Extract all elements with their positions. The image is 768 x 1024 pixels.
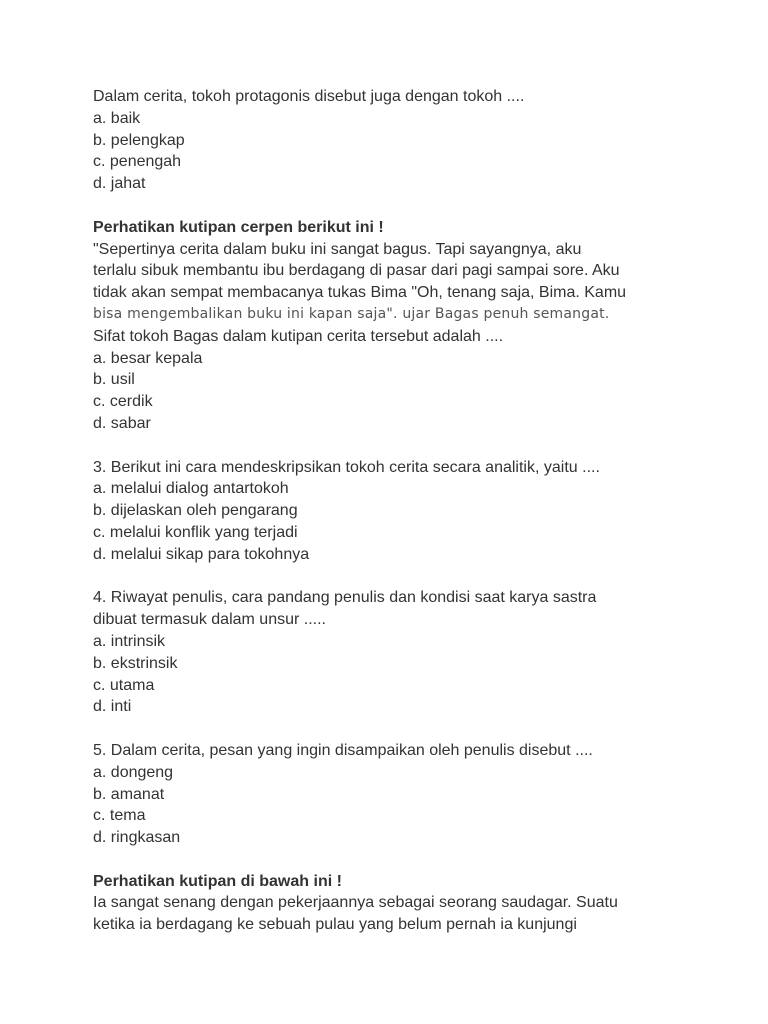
option-c: c. utama [93, 676, 155, 694]
option-b: b. pelengkap [93, 131, 185, 149]
option-d: d. sabar [93, 414, 151, 432]
option-b: b. dijelaskan oleh pengarang [93, 502, 298, 520]
excerpt-line: terlalu sibuk membantu ibu berdagang di pasar dari pagi sampai sore. Aku [93, 262, 620, 280]
spacer [93, 195, 693, 217]
question-text: dibuat termasuk dalam unsur ..... [93, 611, 326, 629]
spacer [93, 566, 693, 588]
option-a: a. dongeng [93, 763, 174, 781]
question-text: Dalam cerita, tokoh protagonis disebut juga dengan tokoh .... [93, 88, 525, 105]
spacer [93, 718, 693, 740]
option-b: b. ekstrinsik [93, 654, 178, 672]
excerpt-line: Ia sangat senang dengan pekerjaannya sebagai seorang saudagar. Suatu [93, 894, 618, 912]
question-1 [93, 86, 693, 195]
spacer [93, 435, 693, 457]
option-c: c. tema [93, 807, 146, 825]
option-d: d. inti [93, 698, 132, 716]
question-4 [93, 587, 693, 718]
question-5 [93, 740, 693, 849]
option-a: a. melalui dialog antartokoh [93, 480, 289, 498]
question-text: 5. Dalam cerita, pesan yang ingin disampaikan oleh penulis disebut .... [93, 741, 593, 759]
excerpt-line: bisa mengembalikan buku ini kapan saja". ujar Bagas penuh semangat. [93, 305, 610, 322]
option-c: c. penengah [93, 153, 182, 171]
option-a: a. intrinsik [93, 632, 166, 650]
option-d: d. melalui sikap para tokohnya [93, 545, 310, 563]
question-3 [93, 457, 693, 566]
excerpt-line: tidak akan sempat membacanya tukas Bima "Oh, tenang saja, Bima. Kamu [93, 284, 627, 302]
spacer [93, 849, 693, 871]
document-page [93, 86, 693, 936]
option-a: a. baik [93, 109, 141, 127]
section-heading: Perhatikan kutipan cerpen berikut ini ! [93, 218, 384, 236]
option-d: d. jahat [93, 175, 146, 193]
question-text: Sifat tokoh Bagas dalam kutipan cerita tersebut adalah .... [93, 327, 504, 345]
option-b: b. amanat [93, 785, 165, 803]
question-text: 3. Berikut ini cara mendeskripsikan tokoh cerita secara analitik, yaitu .... [93, 458, 600, 476]
option-c: c. cerdik [93, 393, 153, 411]
option-d: d. ringkasan [93, 829, 181, 847]
option-a: a. besar kepala [93, 349, 203, 367]
excerpt-line: ketika ia berdagang ke sebuah pulau yang belum pernah ia kunjungi [93, 916, 577, 934]
question-6 [93, 871, 693, 936]
option-c: c. melalui konflik yang terjadi [93, 523, 298, 541]
question-text: 4. Riwayat penulis, cara pandang penulis dan kondisi saat karya sastra [93, 589, 597, 607]
excerpt-line: "Sepertinya cerita dalam buku ini sangat bagus. Tapi sayangnya, aku [93, 240, 582, 258]
section-heading: Perhatikan kutipan di bawah ini ! [93, 872, 342, 890]
option-b: b. usil [93, 371, 135, 389]
question-2 [93, 217, 693, 435]
